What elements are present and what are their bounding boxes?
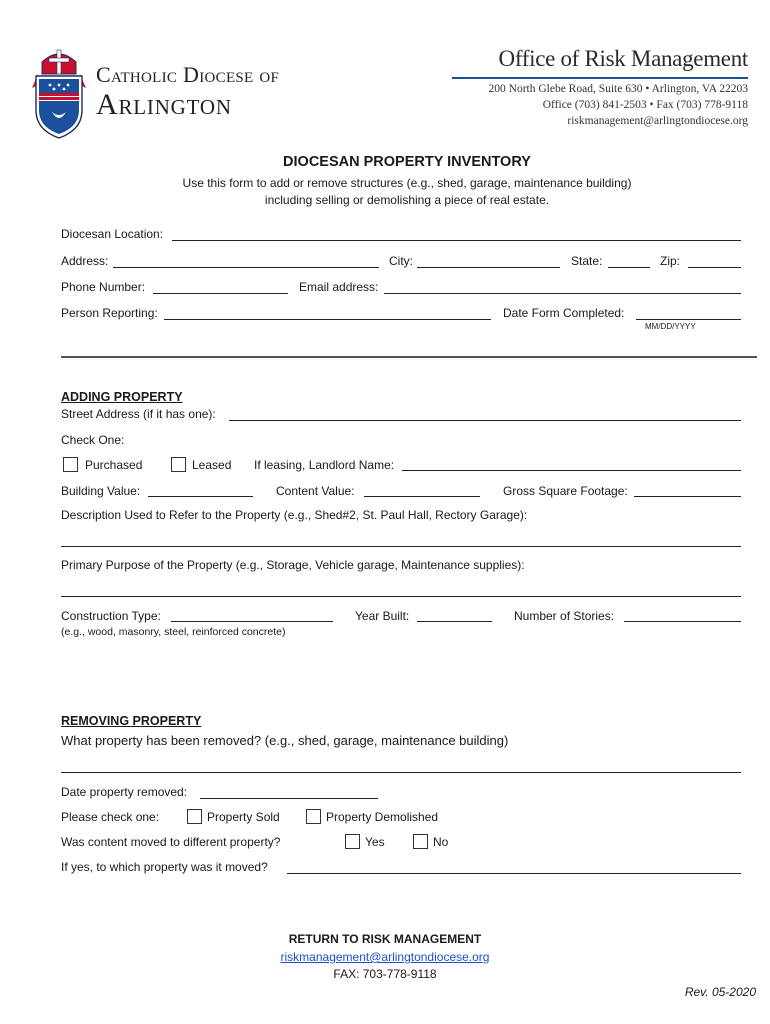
diocese-name-line2: Arlington bbox=[96, 88, 232, 121]
building-value-field[interactable] bbox=[148, 496, 253, 497]
return-heading: RETURN TO RISK MANAGEMENT bbox=[288, 932, 482, 946]
construction-type-hint: (e.g., wood, masonry, steel, reinforced concrete) bbox=[61, 626, 286, 638]
email-field[interactable] bbox=[384, 293, 741, 294]
zip-label: Zip: bbox=[660, 254, 681, 268]
diocese-crest-icon bbox=[28, 44, 90, 140]
revision-label: Rev. 05-2020 bbox=[684, 985, 756, 999]
address-field[interactable] bbox=[113, 267, 379, 268]
zip-field[interactable] bbox=[688, 267, 741, 268]
check-one-label: Check One: bbox=[61, 433, 125, 447]
city-field[interactable] bbox=[417, 267, 560, 268]
building-value-label: Building Value: bbox=[61, 484, 141, 498]
city-label: City: bbox=[389, 254, 413, 268]
property-sold-label: Property Sold bbox=[207, 810, 280, 824]
stories-label: Number of Stories: bbox=[514, 609, 615, 623]
address-label: Address: bbox=[61, 254, 109, 268]
removing-property-heading: REMOVING PROPERTY bbox=[61, 714, 202, 728]
property-demolished-checkbox[interactable] bbox=[306, 809, 321, 824]
content-value-field[interactable] bbox=[364, 496, 480, 497]
adding-property-heading: ADDING PROPERTY bbox=[61, 390, 183, 404]
office-title: Office of Risk Management bbox=[498, 46, 748, 71]
diocese-logo bbox=[28, 44, 318, 140]
purchased-label: Purchased bbox=[85, 458, 143, 472]
yes-checkbox[interactable] bbox=[345, 834, 360, 849]
street-address-field[interactable] bbox=[229, 420, 741, 421]
gross-sqft-field[interactable] bbox=[634, 496, 741, 497]
form-title: DIOCESAN PROPERTY INVENTORY bbox=[283, 154, 531, 170]
date-removed-label: Date property removed: bbox=[61, 785, 188, 799]
year-built-field[interactable] bbox=[417, 621, 492, 622]
yes-label: Yes bbox=[365, 835, 385, 849]
landlord-label: If leasing, Landlord Name: bbox=[254, 458, 395, 472]
office-address: 200 North Glebe Road, Suite 630 • Arlington, VA 22203 bbox=[488, 83, 748, 95]
which-property-label: If yes, to which property was it moved? bbox=[61, 860, 268, 874]
leased-label: Leased bbox=[192, 458, 232, 472]
gross-sqft-label: Gross Square Footage: bbox=[503, 484, 628, 498]
what-removed-field[interactable] bbox=[61, 772, 741, 773]
purchased-checkbox[interactable] bbox=[63, 457, 78, 472]
office-rule bbox=[452, 77, 748, 79]
date-completed-label: Date Form Completed: bbox=[503, 306, 625, 320]
diocese-name-line1: Catholic Diocese of bbox=[96, 62, 280, 87]
purpose-label: Primary Purpose of the Property (e.g., Storage, Vehicle garage, Maintenance supplies): bbox=[61, 558, 525, 572]
diocesan-location-field[interactable] bbox=[172, 240, 741, 241]
leased-checkbox[interactable] bbox=[171, 457, 186, 472]
state-field[interactable] bbox=[608, 267, 650, 268]
description-field[interactable] bbox=[61, 546, 741, 547]
which-property-field[interactable] bbox=[287, 873, 741, 874]
street-address-label: Street Address (if it has one): bbox=[61, 407, 216, 421]
construction-type-field[interactable] bbox=[171, 621, 333, 622]
diocesan-location-label: Diocesan Location: bbox=[61, 227, 164, 241]
office-phone: Office (703) 841-2503 • Fax (703) 778-9118 bbox=[542, 99, 748, 111]
please-check-label: Please check one: bbox=[61, 810, 160, 824]
what-removed-label: What property has been removed? (e.g., shed, garage, maintenance building) bbox=[61, 733, 509, 748]
landlord-field[interactable] bbox=[402, 470, 741, 471]
content-value-label: Content Value: bbox=[276, 484, 355, 498]
no-checkbox[interactable] bbox=[413, 834, 428, 849]
year-built-label: Year Built: bbox=[355, 609, 410, 623]
section-divider bbox=[61, 356, 757, 358]
form-intro-line1: Use this form to add or remove structures (e.g., shed, garage, maintenance building) bbox=[182, 176, 632, 190]
description-label: Description Used to Refer to the Property (e.g., Shed#2, St. Paul Hall, Rectory Garage): bbox=[61, 508, 528, 522]
date-format-hint: MM/DD/YYYY bbox=[645, 322, 696, 331]
phone-field[interactable] bbox=[153, 293, 288, 294]
office-email: riskmanagement@arlingtondiocese.org bbox=[567, 115, 748, 127]
person-reporting-field[interactable] bbox=[164, 319, 491, 320]
return-fax: FAX: 703-778-9118 bbox=[333, 967, 437, 981]
email-label: Email address: bbox=[299, 280, 379, 294]
date-completed-field[interactable] bbox=[636, 319, 741, 320]
property-sold-checkbox[interactable] bbox=[187, 809, 202, 824]
stories-field[interactable] bbox=[624, 621, 741, 622]
property-demolished-label: Property Demolished bbox=[326, 810, 439, 824]
form-intro-line2: including selling or demolishing a piece of real estate. bbox=[264, 193, 550, 207]
date-removed-field[interactable] bbox=[200, 798, 378, 799]
content-moved-label: Was content moved to different property? bbox=[61, 835, 281, 849]
no-label: No bbox=[433, 835, 449, 849]
construction-type-label: Construction Type: bbox=[61, 609, 161, 623]
state-label: State: bbox=[571, 254, 603, 268]
return-email-link[interactable]: riskmanagement@arlingtondiocese.org bbox=[280, 950, 490, 964]
person-reporting-label: Person Reporting: bbox=[61, 306, 158, 320]
purpose-field[interactable] bbox=[61, 596, 741, 597]
phone-label: Phone Number: bbox=[61, 280, 146, 294]
